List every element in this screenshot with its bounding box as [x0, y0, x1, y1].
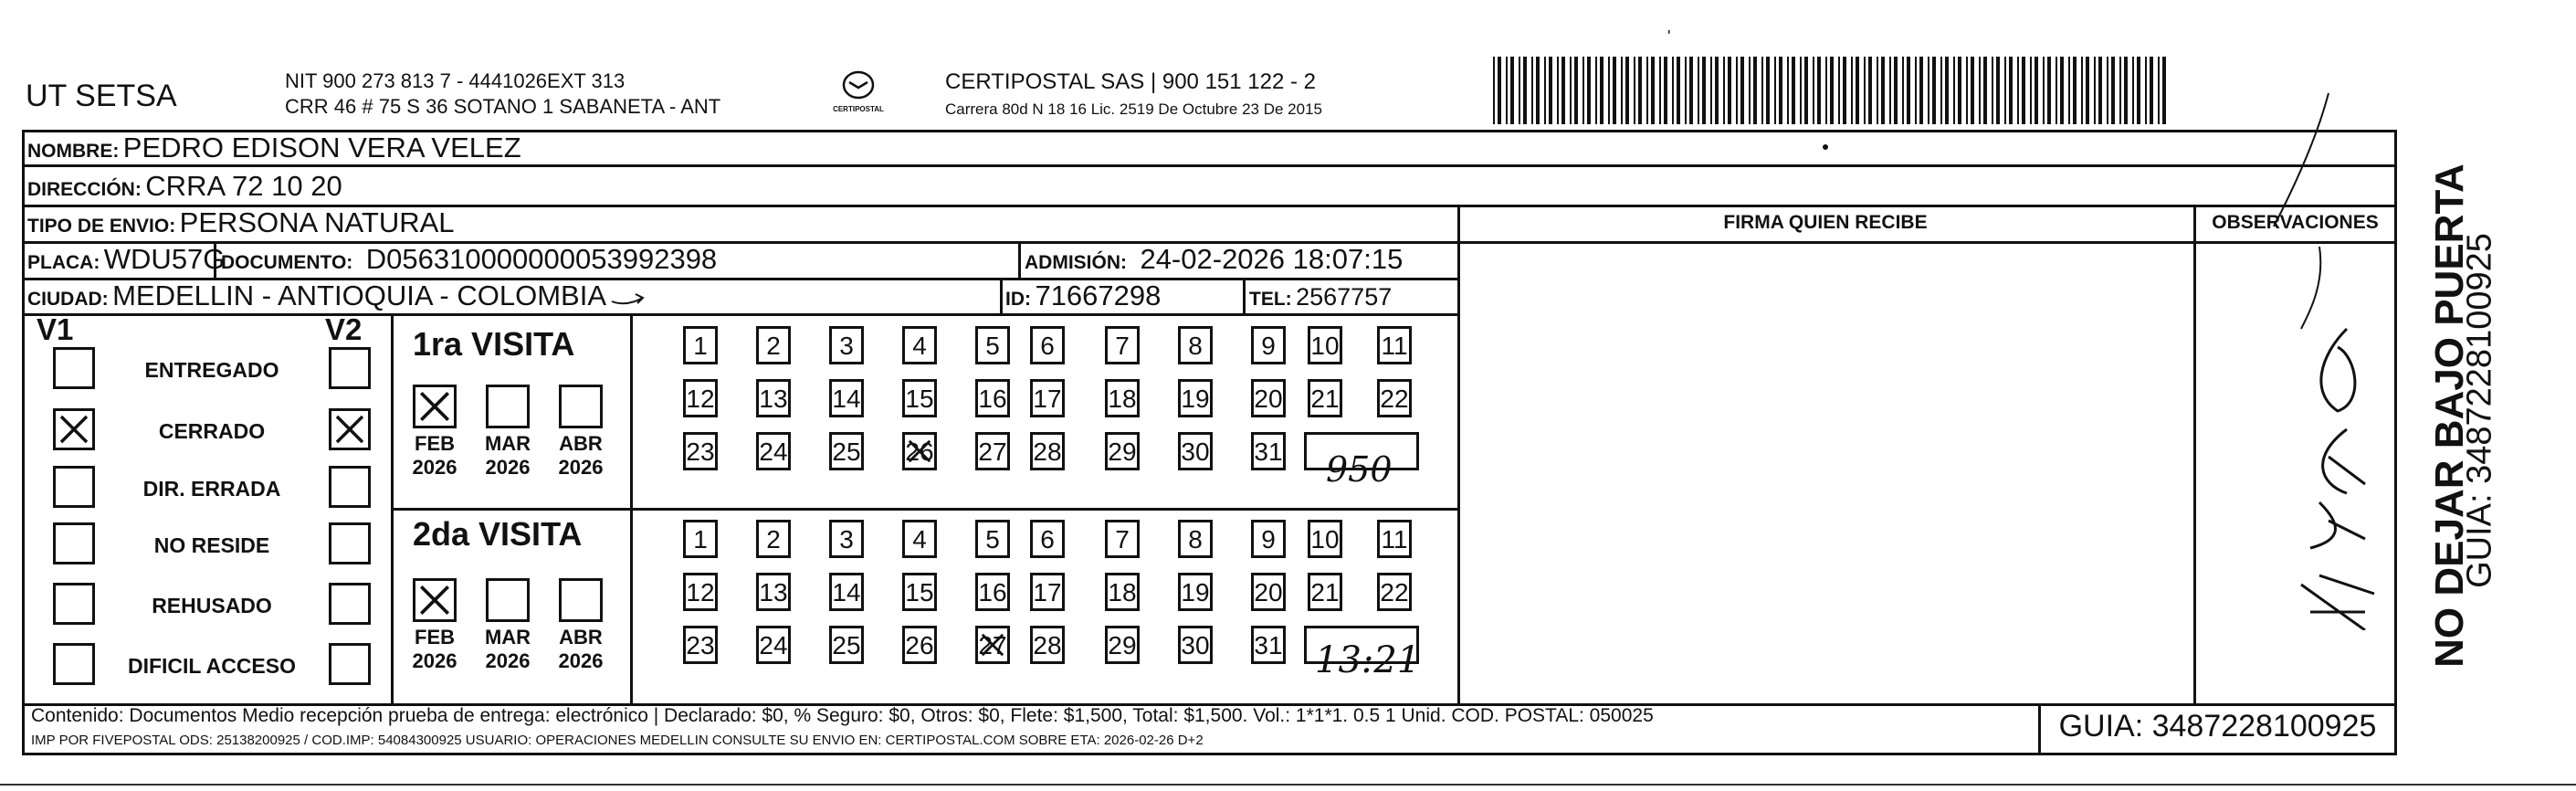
- ciudad-value: MEDELLIN - ANTIOQUIA - COLOMBIA: [112, 279, 606, 311]
- month-year-label: [549, 432, 613, 480]
- barcode-bar: [1838, 57, 1840, 124]
- no-dejar-bajo-puerta: NO DEJAR BAJO PUERTA: [2427, 163, 2472, 668]
- year-label: 2026: [485, 456, 531, 479]
- barcode-bar: [1915, 57, 1917, 124]
- barcode-bar: [1536, 57, 1540, 124]
- tel-label: TEL:: [1249, 289, 1292, 310]
- certipostal-name: CERTIPOSTAL SAS | 900 151 122 - 2: [945, 69, 1316, 94]
- barcode-bar: [1531, 57, 1533, 124]
- barcode-bar: [1549, 57, 1552, 124]
- barcode-bar: [2145, 57, 2147, 124]
- day-box[interactable]: 6: [1030, 326, 1065, 364]
- barcode-bar: [1864, 57, 1866, 124]
- v1-checkbox[interactable]: [53, 522, 95, 564]
- company-nit: NIT 900 273 813 7 - 4441026EXT 313: [285, 69, 626, 92]
- certipostal-logo: [817, 69, 899, 121]
- documento-row: [221, 243, 717, 276]
- day-box[interactable]: 20: [1251, 573, 1286, 611]
- barcode-bar: [1889, 57, 1891, 124]
- day-box[interactable]: 10: [1308, 326, 1342, 364]
- status-label: NO RESIDE: [153, 533, 270, 557]
- barcode-bar: [1996, 57, 2000, 124]
- barcode-bar: [1945, 57, 1949, 124]
- v1-checkbox[interactable]: [53, 643, 95, 685]
- barcode-bar: [1979, 57, 1981, 124]
- company-address: CRR 46 # 75 S 36 SOTANO 1 SABANETA - ANT: [285, 95, 721, 118]
- day-box[interactable]: 16: [975, 573, 1010, 611]
- day-box[interactable]: 23: [683, 626, 718, 664]
- month-label: ABR: [559, 626, 603, 649]
- ciudad-arrow-mark: [610, 290, 647, 309]
- barcode-bar: [2094, 57, 2096, 124]
- barcode-bar: [1574, 57, 1578, 124]
- barcode-bar: [1919, 57, 1923, 124]
- barcode-bar: [1825, 57, 1827, 124]
- documento-value: D056310000000053992398: [365, 243, 718, 275]
- barcode-bar: [1761, 57, 1763, 124]
- barcode-bar: [1817, 57, 1821, 124]
- barcode-bar: [2111, 57, 2115, 124]
- placa-value: WDU57G: [103, 243, 226, 275]
- barcode-bar: [1587, 57, 1591, 124]
- day-box[interactable]: 9: [1251, 326, 1286, 364]
- barcode-bar: [1851, 57, 1853, 124]
- barcode-bar: [1519, 57, 1520, 124]
- first-visit-title: 1ra VISITA: [413, 325, 575, 363]
- barcode-bar: [1992, 57, 1993, 124]
- v2-label: V2: [325, 312, 363, 346]
- direccion-label: DIRECCIÓN:: [27, 179, 142, 200]
- barcode-bar: [2004, 57, 2006, 124]
- month-label: ABR: [559, 432, 603, 455]
- day-box[interactable]: 14: [829, 379, 864, 417]
- bottom-edge: [0, 784, 2576, 786]
- barcode-bar: [1723, 57, 1725, 124]
- barcode-bar: [1953, 57, 1955, 124]
- barcode-bar: [1561, 57, 1565, 124]
- barcode-bar: [2030, 57, 2032, 124]
- handwritten-second-visit: 13:21: [1315, 639, 1421, 681]
- barcode-bar: [1766, 57, 1770, 124]
- day-box[interactable]: 24: [756, 626, 791, 664]
- barcode-bar: [1672, 57, 1674, 124]
- barcode-bar: [1881, 57, 1885, 124]
- certipostal-address: Carrera 80d N 18 16 Lic. 2519 De Octubre 23 De 2015: [945, 100, 1322, 118]
- barcode-bar: [1958, 57, 1961, 124]
- ciudad-row: [27, 279, 606, 312]
- day-box[interactable]: 15: [902, 379, 937, 417]
- tipo-row: [27, 206, 455, 239]
- barcode-bar: [1774, 57, 1776, 124]
- barcode-bar: [1634, 57, 1635, 124]
- day-box[interactable]: 14: [829, 573, 864, 611]
- barcode-bar: [1907, 57, 1910, 124]
- month-checkbox-abr[interactable]: [559, 385, 603, 428]
- barcode-bar: [1544, 57, 1546, 124]
- observaciones-label: OBSERVACIONES: [2212, 212, 2379, 233]
- barcode-bar: [2119, 57, 2121, 124]
- month-year-label: [549, 626, 613, 673]
- barcode-bar: [1685, 57, 1687, 124]
- day-box[interactable]: 21: [1308, 379, 1342, 417]
- day-box[interactable]: 27: [975, 626, 1010, 664]
- day-box[interactable]: 28: [1030, 626, 1065, 664]
- barcode-bar: [1868, 57, 1872, 124]
- barcode-bar: [1902, 57, 1904, 124]
- logo-text: CERTIPOSTAL: [833, 105, 884, 113]
- barcode-bar: [1677, 57, 1680, 124]
- barcode-bar: [1570, 57, 1572, 124]
- contenido-text: Contenido: Documentos Medio recepción prueba de entrega: electrónico | Declarado: $0, % Seguro: $0, Otros: $0, Flete: $1,500, Total: $1,500. Vol.: 1*1*1. 0.5 1 Unid. COD. POSTAL: 050025: [31, 705, 1654, 726]
- barcode-bar: [1932, 57, 1936, 124]
- day-box[interactable]: 12: [683, 379, 718, 417]
- barcode-bar: [1646, 57, 1648, 124]
- barcode-bar: [2162, 57, 2166, 124]
- barcode-bar: [2158, 57, 2160, 124]
- barcode-bar: [1557, 57, 1559, 124]
- status-label: ENTREGADO: [144, 358, 279, 382]
- barcode-bar: [2124, 57, 2128, 124]
- id-value: 71667298: [1035, 279, 1162, 311]
- barcode-bar: [1779, 57, 1782, 124]
- status-label: REHUSADO: [152, 594, 272, 617]
- barcode-bar: [1582, 57, 1584, 124]
- x-mark: [978, 628, 1007, 661]
- barcode-bar: [2043, 57, 2045, 124]
- barcode-bar: [2098, 57, 2102, 124]
- day-box[interactable]: 29: [1105, 626, 1140, 664]
- day-box[interactable]: 17: [1030, 573, 1065, 611]
- barcode-bar: [1595, 57, 1597, 124]
- year-label: 2026: [485, 649, 531, 672]
- day-box[interactable]: 11: [1377, 326, 1412, 364]
- v1-checkbox[interactable]: [53, 408, 95, 450]
- barcode-bar: [1740, 57, 1744, 124]
- day-box[interactable]: 3: [829, 520, 864, 558]
- day-box[interactable]: 11: [1377, 520, 1412, 558]
- day-box[interactable]: 5: [975, 520, 1010, 558]
- barcode-bar: [2047, 57, 2051, 124]
- barcode-bar: [1659, 57, 1661, 124]
- certipostal-logo-icon: [838, 69, 878, 100]
- barcode-bar: [1753, 57, 1757, 124]
- v1-checkbox[interactable]: [53, 466, 95, 508]
- barcode-bar: [1749, 57, 1751, 124]
- documento-label: DOCUMENTO:: [221, 252, 353, 273]
- barcode-bar: [1506, 57, 1508, 124]
- day-box[interactable]: 2: [756, 326, 791, 364]
- company-name: UT SETSA: [26, 79, 177, 113]
- barcode-bar: [2017, 57, 2019, 124]
- day-box[interactable]: 13: [756, 573, 791, 611]
- v1-checkbox[interactable]: [53, 347, 95, 389]
- barcode-bar: [1971, 57, 1974, 124]
- barcode: [1493, 57, 2173, 124]
- ciudad-label: CIUDAD:: [27, 289, 109, 310]
- month-year-label: [476, 432, 540, 480]
- x-mark: [415, 387, 454, 426]
- observation-handwriting: [2210, 247, 2392, 630]
- day-box[interactable]: 17: [1030, 379, 1065, 417]
- day-box[interactable]: 22: [1377, 379, 1412, 417]
- day-box[interactable]: 18: [1105, 379, 1140, 417]
- month-label: MAR: [484, 626, 531, 649]
- tipo-value: PERSONA NATURAL: [179, 206, 455, 238]
- day-box[interactable]: 10: [1308, 520, 1342, 558]
- v2-checkbox[interactable]: [329, 643, 371, 685]
- barcode-bar: [1800, 57, 1802, 124]
- month-year-label: [476, 626, 540, 673]
- day-box[interactable]: 1: [683, 520, 718, 558]
- barcode-bar: [1523, 57, 1527, 124]
- x-mark: [905, 435, 934, 468]
- day-box[interactable]: 7: [1105, 520, 1140, 558]
- day-box[interactable]: 12: [683, 573, 718, 611]
- side-panel: [2400, 110, 2573, 712]
- direccion-row: [27, 170, 342, 203]
- barcode-bar: [1804, 57, 1808, 124]
- barcode-bar: [1698, 57, 1699, 124]
- month-label: FEB: [415, 626, 455, 649]
- nombre-value: PEDRO EDISON VERA VELEZ: [122, 132, 521, 163]
- admision-label: ADMISIÓN:: [1025, 252, 1127, 273]
- barcode-bar: [1983, 57, 1987, 124]
- status-label: DIFICIL ACCESO: [127, 654, 296, 678]
- barcode-bar: [1613, 57, 1616, 124]
- barcode-bar: [1830, 57, 1834, 124]
- barcode-bar: [1608, 57, 1610, 124]
- barcode-bar: [1728, 57, 1731, 124]
- tel-value: 2567757: [1296, 283, 1393, 311]
- v1-checkbox[interactable]: [53, 583, 95, 625]
- day-box[interactable]: 5: [975, 326, 1010, 364]
- year-label: 2026: [558, 456, 604, 479]
- barcode-bar: [1664, 57, 1667, 124]
- status-label: DIR. ERRADA: [142, 477, 281, 501]
- day-box[interactable]: 16: [975, 379, 1010, 417]
- nombre-label: NOMBRE:: [27, 141, 120, 162]
- day-box[interactable]: 26: [902, 432, 937, 470]
- day-box[interactable]: 1: [683, 326, 718, 364]
- barcode-bar: [1894, 57, 1898, 124]
- barcode-bar: [1510, 57, 1514, 124]
- day-box[interactable]: 30: [1178, 626, 1213, 664]
- month-checkbox-mar[interactable]: [486, 578, 530, 622]
- day-box[interactable]: 19: [1178, 573, 1213, 611]
- second-visit-title: 2da VISITA: [413, 515, 583, 553]
- day-box[interactable]: 7: [1105, 326, 1140, 364]
- address-dot: [1823, 144, 1828, 150]
- v2-checkbox[interactable]: [329, 408, 371, 450]
- barcode-bar: [2073, 57, 2077, 124]
- month-checkbox-abr[interactable]: [559, 578, 603, 622]
- firma-label: FIRMA QUIEN RECIBE: [1723, 212, 1928, 233]
- day-box[interactable]: 2: [756, 520, 791, 558]
- barcode-bar: [2009, 57, 2013, 124]
- day-box[interactable]: 26: [902, 626, 937, 664]
- day-box[interactable]: 21: [1308, 573, 1342, 611]
- barcode-bar: [1600, 57, 1603, 124]
- barcode-bar: [1928, 57, 1929, 124]
- imp-text: IMP POR FIVEPOSTAL ODS: 25138200925 / COD.IMP: 54084300925 USUARIO: OPERACIONES MEDELLIN CONSULTE SU ENVIO EN: CERTIPOSTAL.COM SOBRE ETA: 2026-02-26 D+2: [31, 733, 1204, 748]
- x-mark: [331, 411, 368, 448]
- admision-row: [1025, 243, 1403, 276]
- barcode-bar: [2081, 57, 2083, 124]
- year-label: 2026: [558, 649, 604, 672]
- day-box[interactable]: 4: [902, 326, 937, 364]
- month-checkbox-feb[interactable]: [413, 578, 457, 622]
- v2-checkbox[interactable]: [329, 466, 371, 508]
- side-guia: GUIA: 3487228100925: [2460, 233, 2499, 588]
- day-box[interactable]: 9: [1251, 520, 1286, 558]
- v2-checkbox[interactable]: [329, 583, 371, 625]
- barcode-bar: [1710, 57, 1712, 124]
- day-box[interactable]: 25: [829, 626, 864, 664]
- barcode-bar: [1856, 57, 1859, 124]
- barcode-bar: [2137, 57, 2140, 124]
- year-label: 2026: [412, 456, 457, 479]
- month-year-label: [403, 626, 467, 673]
- day-box[interactable]: 15: [902, 573, 937, 611]
- barcode-bar: [1651, 57, 1655, 124]
- barcode-bar: [1940, 57, 1942, 124]
- barcode-bar: [1702, 57, 1706, 124]
- day-box[interactable]: 6: [1030, 520, 1065, 558]
- day-box[interactable]: 3: [829, 326, 864, 364]
- v2-checkbox[interactable]: [329, 347, 371, 389]
- month-label: FEB: [415, 432, 455, 455]
- barcode-bar: [1638, 57, 1642, 124]
- day-box[interactable]: 18: [1105, 573, 1140, 611]
- day-box[interactable]: 8: [1178, 326, 1213, 364]
- barcode-bar: [2060, 57, 2064, 124]
- day-box[interactable]: 27: [975, 432, 1010, 470]
- id-row: [1005, 279, 1161, 312]
- barcode-bar: [1966, 57, 1968, 124]
- placa-row: [27, 243, 225, 276]
- barcode-bar: [2068, 57, 2070, 124]
- nombre-row: [27, 132, 521, 164]
- day-box[interactable]: 24: [756, 432, 791, 470]
- placa-label: PLACA:: [27, 252, 100, 273]
- barcode-bar: [2022, 57, 2025, 124]
- status-label: CERRADO: [158, 419, 266, 443]
- month-year-label: [403, 432, 467, 480]
- barcode-bar: [2056, 57, 2057, 124]
- day-box[interactable]: 28: [1030, 432, 1065, 470]
- x-mark: [415, 581, 454, 619]
- day-box[interactable]: 23: [683, 432, 718, 470]
- day-box[interactable]: 20: [1251, 379, 1286, 417]
- barcode-bar: [1625, 57, 1629, 124]
- tel-row: [1249, 283, 1392, 311]
- x-mark: [56, 411, 92, 448]
- barcode-bar: [1689, 57, 1693, 124]
- day-box[interactable]: 22: [1377, 573, 1412, 611]
- day-box[interactable]: 30: [1178, 432, 1213, 470]
- barcode-bar: [1715, 57, 1719, 124]
- admision-value: 24-02-2026 18:07:15: [1140, 243, 1404, 275]
- barcode-bar: [1787, 57, 1789, 124]
- barcode-bar: [2107, 57, 2108, 124]
- v1-label: V1: [37, 312, 74, 346]
- day-box[interactable]: 29: [1105, 432, 1140, 470]
- day-box[interactable]: 25: [829, 432, 864, 470]
- tipo-label: TIPO DE ENVIO:: [27, 216, 176, 237]
- day-box[interactable]: 8: [1178, 520, 1213, 558]
- footer-guia: GUIA: 3487228100925: [2058, 709, 2377, 744]
- barcode-bar: [2150, 57, 2153, 124]
- barcode-bar: [2132, 57, 2134, 124]
- month-label: MAR: [484, 432, 531, 455]
- barcode-bar: [1498, 57, 1501, 124]
- year-label: 2026: [412, 649, 457, 672]
- signature-stroke: [2265, 91, 2338, 228]
- barcode-bar: [1813, 57, 1814, 124]
- barcode-bar: [1877, 57, 1878, 124]
- id-label: ID:: [1005, 289, 1031, 310]
- barcode-bar: [2086, 57, 2089, 124]
- day-box[interactable]: 31: [1251, 432, 1286, 470]
- month-checkbox-feb[interactable]: [413, 385, 457, 428]
- barcode-bar: [1493, 57, 1495, 124]
- barcode-bar: [1621, 57, 1623, 124]
- direccion-value: CRRA 72 10 20: [145, 170, 342, 202]
- barcode-bar: [1843, 57, 1846, 124]
- pen-tick-mark: ': [1667, 27, 1671, 46]
- v2-checkbox[interactable]: [329, 522, 371, 564]
- day-box[interactable]: 4: [902, 520, 937, 558]
- month-checkbox-mar[interactable]: [486, 385, 530, 428]
- day-box[interactable]: 13: [756, 379, 791, 417]
- barcode-bar: [1792, 57, 1795, 124]
- handwritten-first-visit: 950: [1326, 449, 1393, 490]
- barcode-bar: [1736, 57, 1738, 124]
- day-box[interactable]: 31: [1251, 626, 1286, 664]
- barcode-bar: [2035, 57, 2038, 124]
- day-box[interactable]: 19: [1178, 379, 1213, 417]
